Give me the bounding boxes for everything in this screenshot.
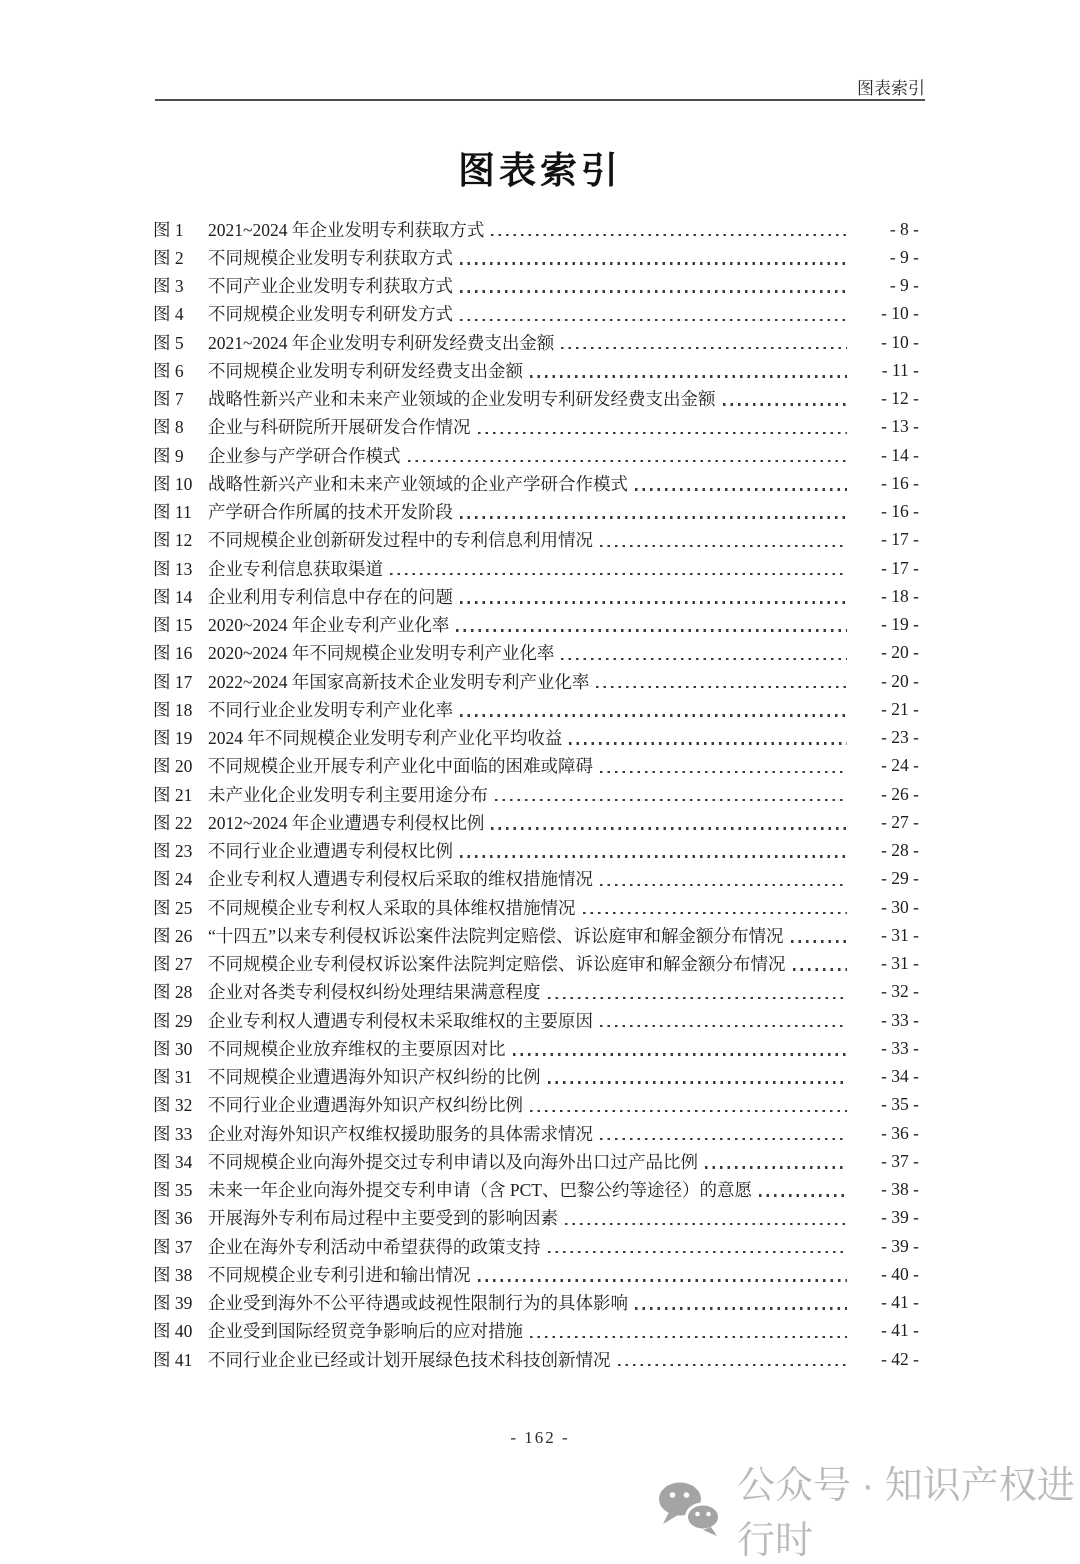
figure-title: 不同规模企业专利侵权诉讼案件法院判定赔偿、诉讼庭审和解金额分布情况 — [208, 954, 786, 975]
dot-leader — [793, 968, 848, 970]
figure-title: 2020~2024 年不同规模企业发明专利产业化率 — [208, 643, 555, 664]
figure-number: 图 5 — [153, 332, 184, 353]
dot-leader — [513, 1053, 848, 1055]
figure-number: 图 28 — [153, 982, 193, 1003]
page-number: - 33 - — [881, 1009, 919, 1030]
dot-leader — [456, 629, 847, 631]
dot-leader — [495, 799, 847, 801]
figure-title: “十四五”以来专利侵权诉讼案件法院判定赔偿、诉讼庭审和解金额分布情况 — [208, 925, 784, 946]
figure-title: 不同规模企业创新研发过程中的专利信息利用情况 — [208, 530, 593, 551]
figure-title: 不同规模企业向海外提交过专利申请以及向海外出口过产品比例 — [208, 1151, 698, 1172]
dot-leader — [600, 884, 847, 886]
figure-index-entry — [153, 1260, 919, 1288]
figure-index-entry — [153, 356, 919, 384]
dot-leader — [600, 1138, 847, 1140]
figure-title: 2022~2024 年国家高新技术企业发明专利产业化率 — [208, 671, 590, 692]
page-number: - 17 - — [881, 529, 919, 550]
page-number: - 41 - — [881, 1320, 919, 1341]
figure-number: 图 33 — [153, 1123, 193, 1144]
figure-number: 图 10 — [153, 473, 193, 494]
dot-leader — [460, 714, 847, 716]
page-number: - 10 - — [881, 303, 919, 324]
figure-index-entry — [153, 441, 919, 469]
page-number: - 20 - — [881, 670, 919, 691]
figure-number: 图 31 — [153, 1067, 193, 1088]
dot-leader — [478, 432, 848, 434]
page-number: - 27 - — [881, 811, 919, 832]
dot-leader — [408, 460, 848, 462]
dot-leader — [530, 375, 847, 377]
figure-number: 图 1 — [153, 219, 184, 240]
figure-title: 不同规模企业开展专利产业化中面临的困难或障碍 — [208, 756, 593, 777]
dot-leader — [460, 601, 847, 603]
figure-index-entry — [153, 243, 919, 271]
figure-index-entry — [153, 752, 919, 780]
figure-number: 图 16 — [153, 643, 193, 664]
figure-title: 企业对各类专利侵权纠纷处理结果满意程度 — [208, 982, 541, 1003]
page-number: - 16 - — [881, 472, 919, 493]
figure-title: 战略性新兴产业和未来产业领域的企业产学研合作模式 — [208, 473, 628, 494]
figure-index-entry — [153, 215, 919, 243]
page-number: - 24 - — [881, 755, 919, 776]
dot-leader — [460, 319, 847, 321]
figure-number: 图 34 — [153, 1151, 193, 1172]
watermark-text: 公众号 · 知识产权进行时 — [737, 1465, 1075, 1562]
figure-index-entry — [153, 582, 919, 610]
figure-index-entry — [153, 1232, 919, 1260]
figure-title: 企业在海外专利活动中希望获得的政策支持 — [208, 1236, 541, 1257]
figure-number: 图 9 — [153, 445, 184, 466]
dot-leader — [600, 771, 847, 773]
dot-leader — [618, 1364, 848, 1366]
page-number: - 17 - — [881, 557, 919, 578]
figure-index-entry — [153, 328, 919, 356]
figure-title: 不同规模企业发明专利研发经费支出金额 — [208, 360, 523, 381]
figure-index-entry — [153, 272, 919, 300]
figure-title: 不同规模企业专利权人采取的具体维权措施情况 — [208, 897, 576, 918]
figure-number: 图 32 — [153, 1095, 193, 1116]
dot-leader — [600, 1025, 847, 1027]
dot-leader — [530, 1110, 847, 1112]
dot-leader — [548, 1251, 848, 1253]
figure-index-entry — [153, 1345, 919, 1373]
figure-title: 不同规模企业发明专利研发方式 — [208, 304, 453, 325]
figure-title: 未来一年企业向海外提交专利申请（含 PCT、巴黎公约等途径）的意愿 — [208, 1180, 752, 1201]
figure-title: 未产业化企业发明专利主要用途分布 — [208, 784, 488, 805]
figure-index-entry — [153, 921, 919, 949]
figure-title: 企业利用专利信息中存在的问题 — [208, 586, 453, 607]
page-number: - 35 - — [881, 1094, 919, 1115]
figure-title: 2021~2024 年企业发明专利获取方式 — [208, 219, 485, 240]
dot-leader — [561, 347, 847, 349]
page-number: - 10 - — [881, 331, 919, 352]
figure-number: 图 26 — [153, 925, 193, 946]
figure-index-entry — [153, 611, 919, 639]
page-number: - 40 - — [881, 1263, 919, 1284]
figure-title: 不同规模企业遭遇海外知识产权纠纷的比例 — [208, 1067, 541, 1088]
figure-number: 图 13 — [153, 558, 193, 579]
figure-index-entry — [153, 385, 919, 413]
page-number: - 39 - — [881, 1235, 919, 1256]
page-number: - 8 - — [889, 218, 919, 239]
figure-index-entry — [153, 667, 919, 695]
figure-number: 图 30 — [153, 1038, 193, 1059]
page-number: - 12 - — [881, 388, 919, 409]
dot-leader — [548, 1081, 848, 1083]
figure-index-entry — [153, 300, 919, 328]
figure-number: 图 36 — [153, 1208, 193, 1229]
dot-leader — [491, 234, 847, 236]
figure-number: 图 7 — [153, 389, 184, 410]
page-number: - 13 - — [881, 416, 919, 437]
figure-number: 图 12 — [153, 530, 193, 551]
figure-title: 不同行业企业遭遇专利侵权比例 — [208, 841, 453, 862]
figure-title: 不同规模企业发明专利获取方式 — [208, 247, 453, 268]
figure-title: 战略性新兴产业和未来产业领域的企业发明专利研发经费支出金额 — [208, 389, 716, 410]
figure-title: 开展海外专利布局过程中主要受到的影响因素 — [208, 1208, 558, 1229]
page-number: - 29 - — [881, 868, 919, 889]
figure-number: 图 6 — [153, 360, 184, 381]
figure-number: 图 4 — [153, 304, 184, 325]
figure-number: 图 18 — [153, 699, 193, 720]
figure-title: 企业对海外知识产权维权援助服务的具体需求情况 — [208, 1123, 593, 1144]
page-number: - 31 - — [881, 953, 919, 974]
figure-number: 图 35 — [153, 1180, 193, 1201]
figure-title: 不同规模企业放弃维权的主要原因对比 — [208, 1038, 506, 1059]
figure-title: 2021~2024 年企业发明专利研发经费支出金额 — [208, 332, 555, 353]
figure-index-entry — [153, 554, 919, 582]
figure-number: 图 41 — [153, 1349, 193, 1370]
figure-index-entry — [153, 695, 919, 723]
figure-number: 图 8 — [153, 417, 184, 438]
figure-index-entry — [153, 780, 919, 808]
figure-index-list — [153, 215, 919, 1373]
page-number: - 33 - — [881, 1037, 919, 1058]
figure-index-entry — [153, 639, 919, 667]
dot-leader — [478, 1279, 848, 1281]
figure-title: 企业参与产学研合作模式 — [208, 445, 401, 466]
page-number: - 11 - — [881, 359, 919, 380]
page-number: - 32 - — [881, 981, 919, 1002]
page-number: - 36 - — [881, 1122, 919, 1143]
dot-leader — [596, 686, 847, 688]
dot-leader — [569, 742, 847, 744]
figure-index-entry — [153, 1063, 919, 1091]
figure-index-entry — [153, 724, 919, 752]
figure-number: 图 39 — [153, 1293, 193, 1314]
dot-leader — [530, 1336, 847, 1338]
dot-leader — [460, 855, 847, 857]
figure-index-entry — [153, 1204, 919, 1232]
dot-leader — [491, 827, 847, 829]
page-number: - 39 - — [881, 1207, 919, 1228]
figure-title: 企业专利权人遭遇专利侵权未采取维权的主要原因 — [208, 1010, 593, 1031]
page-number: - 16 - — [881, 501, 919, 522]
dot-leader — [561, 658, 847, 660]
dot-leader — [460, 516, 847, 518]
figure-number: 图 24 — [153, 869, 193, 890]
figure-title: 企业专利权人遭遇专利侵权后采取的维权措施情况 — [208, 869, 593, 890]
figure-number: 图 3 — [153, 276, 184, 297]
page-number: - 23 - — [881, 727, 919, 748]
figure-index-entry — [153, 950, 919, 978]
page-number: - 42 - — [881, 1348, 919, 1369]
dot-leader — [600, 545, 847, 547]
figure-title: 不同行业企业发明专利产业化率 — [208, 699, 453, 720]
figure-number: 图 14 — [153, 586, 193, 607]
dot-leader — [565, 1223, 847, 1225]
figure-title: 企业与科研院所开展研发合作情况 — [208, 417, 471, 438]
page-number: - 28 - — [881, 840, 919, 861]
figure-title: 产学研合作所属的技术开发阶段 — [208, 502, 453, 523]
dot-leader — [635, 1307, 847, 1309]
figure-number: 图 22 — [153, 812, 193, 833]
figure-index-entry — [153, 1176, 919, 1204]
figure-index-entry — [153, 498, 919, 526]
figure-number: 图 15 — [153, 615, 193, 636]
page-number: - 19 - — [881, 614, 919, 635]
page-number: - 31 - — [881, 924, 919, 945]
page-number: - 26 - — [881, 783, 919, 804]
dot-leader — [583, 912, 848, 914]
figure-number: 图 25 — [153, 897, 193, 918]
page-number: - 20 - — [881, 642, 919, 663]
dot-leader — [390, 573, 847, 575]
page-number: - 14 - — [881, 444, 919, 465]
figure-index-entry — [153, 893, 919, 921]
figure-title: 2024 年不同规模企业发明专利产业化平均收益 — [208, 728, 563, 749]
figure-title: 不同行业企业遭遇海外知识产权纠纷比例 — [208, 1095, 523, 1116]
figure-index-entry — [153, 1119, 919, 1147]
figure-title: 企业受到国际经贸竞争影响后的应对措施 — [208, 1321, 523, 1342]
figure-index-entry — [153, 1034, 919, 1062]
page-number: - 30 - — [881, 896, 919, 917]
page-number: - 18 - — [881, 585, 919, 606]
figure-number: 图 40 — [153, 1321, 193, 1342]
page-number: - 41 - — [881, 1292, 919, 1313]
figure-title: 企业受到海外不公平待遇或歧视性限制行为的具体影响 — [208, 1293, 628, 1314]
figure-number: 图 20 — [153, 756, 193, 777]
figure-number: 图 27 — [153, 954, 193, 975]
figure-index-entry — [153, 1289, 919, 1317]
running-header: 图表索引 — [857, 79, 925, 98]
figure-index-entry — [153, 1006, 919, 1034]
figure-index-entry — [153, 978, 919, 1006]
figure-index-entry — [153, 865, 919, 893]
dot-leader — [460, 290, 847, 292]
figure-index-entry — [153, 1317, 919, 1345]
dot-leader — [460, 262, 847, 264]
figure-number: 图 38 — [153, 1264, 193, 1285]
dot-leader — [705, 1166, 847, 1168]
page-number: - 34 - — [881, 1066, 919, 1087]
figure-title: 2012~2024 年企业遭遇专利侵权比例 — [208, 812, 485, 833]
figure-title: 不同产业企业发明专利获取方式 — [208, 276, 453, 297]
figure-index-entry — [153, 808, 919, 836]
page-number: - 9 - — [889, 246, 919, 267]
watermark — [656, 1454, 1080, 1564]
figure-number: 图 23 — [153, 841, 193, 862]
figure-number: 图 19 — [153, 728, 193, 749]
figure-number: 图 29 — [153, 1010, 193, 1031]
wechat-icon — [656, 1480, 724, 1538]
page-title: 图表索引 — [458, 151, 622, 192]
figure-number: 图 21 — [153, 784, 193, 805]
figure-index-entry — [153, 1091, 919, 1119]
dot-leader — [791, 940, 847, 942]
figure-number: 图 2 — [153, 247, 184, 268]
figure-title: 企业专利信息获取渠道 — [208, 558, 383, 579]
figure-title: 不同行业企业已经或计划开展绿色技术科技创新情况 — [208, 1349, 611, 1370]
dot-leader — [548, 997, 848, 999]
figure-number: 图 11 — [153, 502, 192, 523]
figure-index-entry — [153, 469, 919, 497]
figure-index-entry — [153, 837, 919, 865]
footer-page-number: - 162 - — [510, 1428, 570, 1447]
dot-leader — [759, 1194, 847, 1196]
figure-index-entry — [153, 526, 919, 554]
figure-number: 图 17 — [153, 671, 193, 692]
figure-index-entry — [153, 413, 919, 441]
page-number: - 21 - — [881, 698, 919, 719]
page-number: - 9 - — [889, 275, 919, 296]
dot-leader — [635, 488, 847, 490]
figure-index-entry — [153, 1147, 919, 1175]
page-number: - 37 - — [881, 1150, 919, 1171]
figure-title: 不同规模企业专利引进和输出情况 — [208, 1264, 471, 1285]
dot-leader — [723, 403, 848, 405]
figure-title: 2020~2024 年企业专利产业化率 — [208, 615, 450, 636]
figure-number: 图 37 — [153, 1236, 193, 1257]
page-number: - 38 - — [881, 1179, 919, 1200]
header-divider — [155, 99, 925, 101]
